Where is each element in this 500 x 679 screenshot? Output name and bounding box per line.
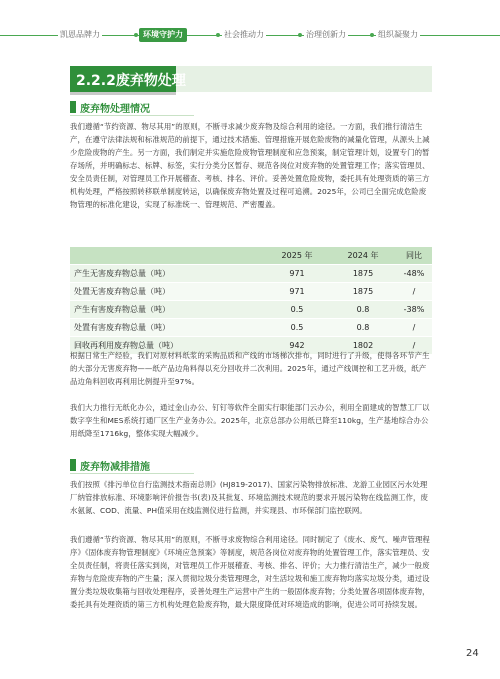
- table-cell: 回收再利用废弃物总量（吨）: [70, 337, 264, 355]
- nav-item-environment[interactable]: 环境守护力: [139, 28, 187, 42]
- paragraph-recycling: 根据日常生产经验，我们对原材料纸浆的采购品质和产线的市场梯次排布，同时进行了升级，使得各环节产生的大部分无害废弃物——纸产品边角料得以充分回收并二次利用。2025年，通过产线调控和工艺升级，纸产品边角料回收再利用比例提升至97%。: [70, 351, 430, 386]
- table-cell: 971: [264, 265, 330, 283]
- heading-underline: [70, 115, 194, 116]
- nav-dot: [370, 33, 374, 37]
- table-cell: 1875: [330, 283, 396, 301]
- nav-item-organization[interactable]: 组织凝聚力: [376, 28, 420, 42]
- nav-dot: [134, 33, 138, 37]
- subsection-title: 废弃物减排措施: [80, 462, 150, 473]
- section-banner: [70, 66, 432, 92]
- table-cell: -38%: [396, 301, 432, 319]
- paragraph-waste-measures: 我们遵循“节约资源、物尽其用”的原则，不断寻求废物综合利用途径。同时制定了《废水、废气、噪声管理程序》《固体废弃物管理制度》《环境应急预案》等制度，规范各岗位对废弃物的处置管理工作，落实管理员、安全员责任制，将责任落实到岗，对管理员工作开展稽查、考核、排名、评价；大力推行清洁生产，减少一般废弃物与危险废弃物的产生量；深入贯彻垃圾分类管理理念，对生活垃圾和施工废弃物均落实垃圾分类，通过设置分类垃圾收集箱与回收处理程序，妥善处理生产运营中产生的一般固体废弃物；分类处置各项固体废弃物，委托具有处理资质的第三方机构处理危险废弃物，最大限度降低对环境造成的影响，促进公司可持续发展。: [70, 535, 430, 609]
- top-navigation: [0, 28, 500, 42]
- paragraph-paperless-office: 我们大力推行无纸化办公，通过金山办公、钉钉等软件全面实行职能部门云办公，利用全面建成的智慧工厂以数字孪生和MES系统打通厂区生产业务办公。2025年，北京总部办公用纸已降至110kg，生产基地综合办公用纸降至1716kg，整体实现大幅减少。: [70, 403, 430, 438]
- table-cell: /: [396, 283, 432, 301]
- table-row: [70, 301, 432, 319]
- nav-item-governance[interactable]: 治理创新力: [304, 28, 348, 42]
- banner-background: [176, 66, 432, 92]
- table-cell: 产生有害废弃物总量（吨）: [70, 301, 264, 319]
- nav-dot: [298, 33, 302, 37]
- table-header-cell: 同比: [396, 247, 432, 265]
- nav-dot: [216, 33, 220, 37]
- table-cell: -48%: [396, 265, 432, 283]
- table-cell: 0.5: [264, 301, 330, 319]
- table-cell: 942: [264, 337, 330, 355]
- banner-shadow: [70, 92, 176, 95]
- table-header-cell: 2025 年: [264, 247, 330, 265]
- table-cell: 产生无害废弃物总量（吨）: [70, 265, 264, 283]
- table-header-cell: [70, 247, 264, 265]
- heading-underline: [70, 473, 194, 474]
- subsection-title: 废弃物处理情况: [80, 104, 150, 115]
- section-title: 2.2.2废弃物处理: [76, 73, 186, 89]
- paragraph-monitoring: 我们按照《排污单位自行监测技术指南总则》(HJ819-2017)、国家污染物排放标准、龙游工业园区污水处理厂纳管排放标准、环境影响评价报告书(表)及其批复、环境监测技术规范的要求开展污染物在线监测工作，废水氨氮、COD、流量、PH值采用在线监测仪进行监测，并实现县、市环保部门监控联网。: [70, 480, 429, 515]
- paragraph-waste-handling: 我们遵循“节约资源、物尽其用”的原则，不断寻求减少废弃物及综合利用的途径。一方面，我们推行清洁生产，在遵守法律法规和标准规范的前提下，通过技术措施、管理措施开展危险废物的减量化管理，从源头上减少危险废物的产生。另一方面，我们制定并实施危险废物管理制度和应急预案，制定管理计划，设置专门的暂存场所，并明确标志、标牌、标签，实行分类分区暂存、规范各岗位对废弃物的处置管理工作；落实管理员、安全员责任制，对管理员工作开展稽查、考核、排名、评价。妥善处置危险废物，委托具有处理资质的第三方机构处理，严格按照转移联单制度转运，以确保废弃物处置及过程可追溯。2025年，公司已全面完成危险废物管理的标准化建设，实现了标准统一、管理规范、严密覆盖。: [70, 122, 430, 209]
- heading-accent-bar: [70, 101, 76, 113]
- table-cell: /: [396, 319, 432, 337]
- heading-accent-bar: [70, 459, 76, 471]
- table-row: [70, 265, 432, 283]
- table-header-row: [70, 247, 432, 265]
- table-header-cell: 2024 年: [330, 247, 396, 265]
- table-cell: 0.8: [330, 301, 396, 319]
- table-cell: 971: [264, 283, 330, 301]
- table-row: [70, 319, 432, 337]
- waste-data-table: [70, 247, 432, 355]
- table-cell: 1875: [330, 265, 396, 283]
- page-number: 24: [466, 648, 479, 659]
- table-cell: /: [396, 337, 432, 355]
- nav-item-social[interactable]: 社会推动力: [222, 28, 266, 42]
- nav-item-brand[interactable]: 凯恩品牌力: [58, 28, 102, 42]
- table-cell: 处置有害废弃物总量（吨）: [70, 319, 264, 337]
- table-cell: 1802: [330, 337, 396, 355]
- table-cell: 0.5: [264, 319, 330, 337]
- table-cell: 处置无害废弃物总量（吨）: [70, 283, 264, 301]
- table-row: [70, 283, 432, 301]
- table-cell: 0.8: [330, 319, 396, 337]
